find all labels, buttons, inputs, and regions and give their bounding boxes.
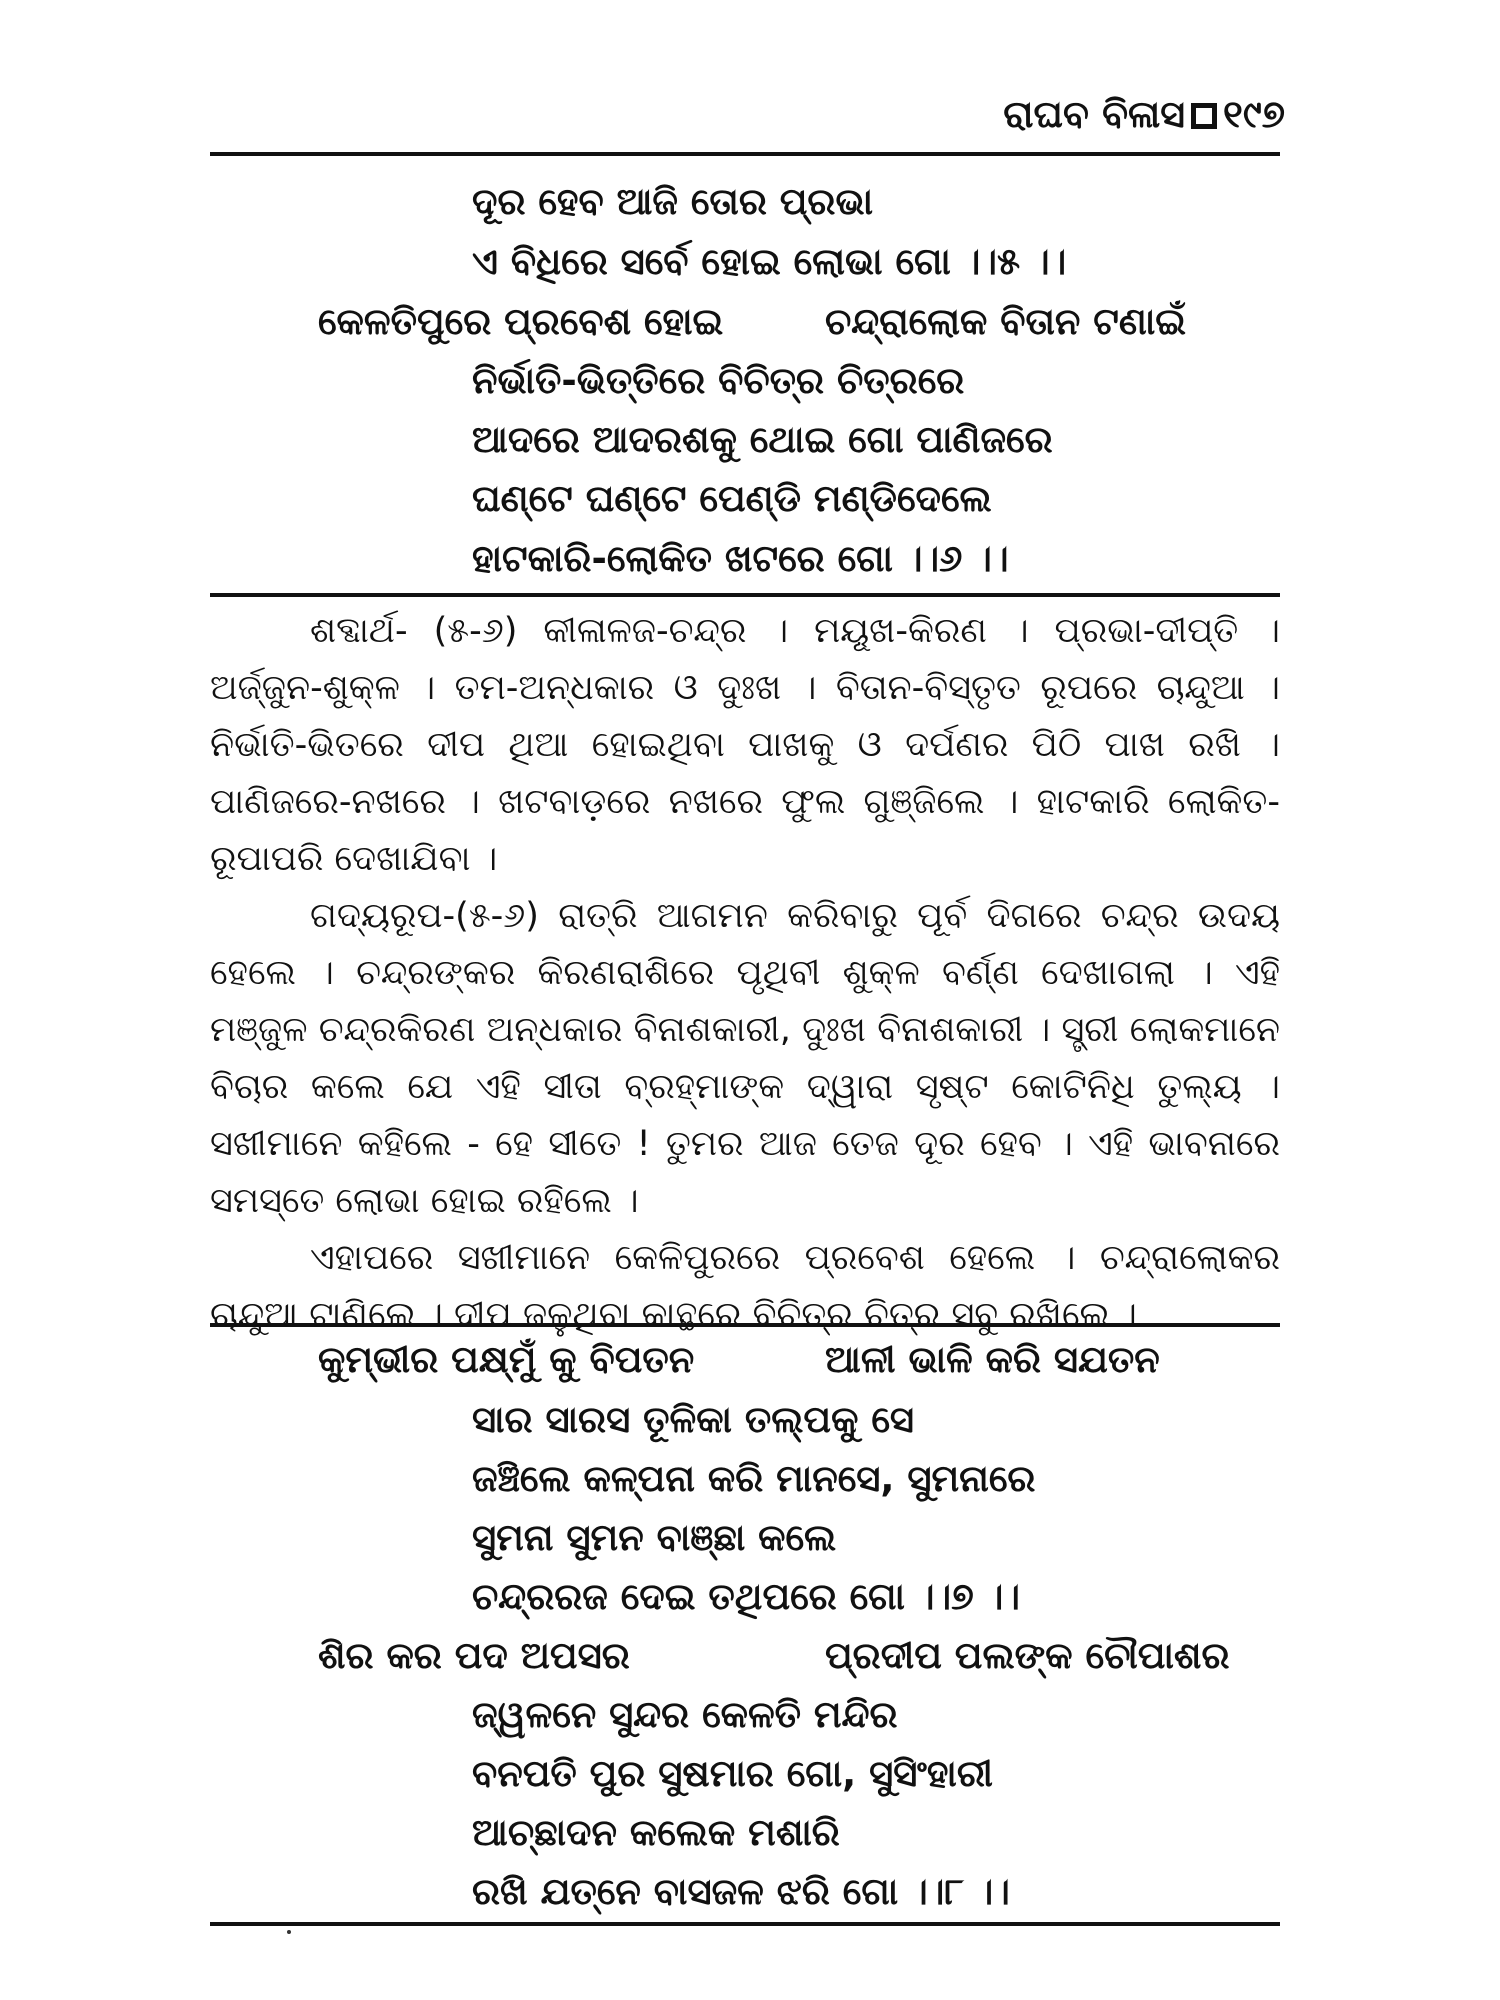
section-rule (210, 593, 1280, 597)
verse-line: ରଖି ଯତ୍ନେ ବାସଜଳ ଝରି ଗୋ ।।୮ ।। (472, 1870, 1010, 1913)
speck-mark (287, 1930, 291, 1934)
verse-line: ଶିର କର ପଦ ଅପସର (318, 1634, 630, 1677)
verse-line: ଚନ୍ଦ୍ରାଲୋକ ବିତାନ ଟଣାଇଁ (825, 300, 1187, 343)
prose-rendering-paragraph: ଗଦ୍ୟରୂପ-(୫-୬) ରାତ୍ରି ଆଗମନ କରିବାରୁ ପୂର୍ବ ଦିଗରେ ଚନ୍ଦ୍ର ଉଦୟ ହେଲେ । ଚନ୍ଦ୍ରଙ୍କର କିରଣରାଶିରେ ପୃଥିବୀ ଶୁକ୍ଳ ବର୍ଣ୍ଣ ଦେଖାଗଲା । ଏହି ମଞ୍ଜୁଳ ଚନ୍ଦ୍ରକିରଣ ଅନ୍ଧକାର ବିନାଶକାରୀ, ଦୁଃଖ ବିନାଶକାରୀ । ସ୍ତ୍ରୀ ଲୋକମାନେ ବିଚାର କଲେ ଯେ ଏହି ସୀତା ବ୍ରହ୍ମାଙ୍କ ଦ୍ୱାରା ସୃଷ୍ଟ କୋଟିନିଧି ତୁଲ୍ୟ । ସଖୀମାନେ କହିଲେ - ହେ ସୀତେ ! ତୁମର ଆଜ ତେଜ ଦୂର ହେବ । ଏହି ଭାବନାରେ ସମସ୍ତେ ଲୋଭା ହୋଇ ରହିଲେ । (210, 896, 1280, 1221)
commentary (210, 603, 1280, 1344)
section-rule (210, 1323, 1280, 1327)
verse-line: ପ୍ରଦୀପ ପଲଙ୍କ ଚୌପାଶର (825, 1634, 1230, 1677)
verse-line: ଆଦରେ ଆଦରଶକୁ ଥୋଇ ଗୋ ପାଣିଜରେ (472, 418, 1053, 461)
verse-line: ବନପତି ପୁର ସୁଷମାର ଗୋ, ସୁସିଂହାରୀ (472, 1752, 993, 1795)
verse-line: କେଳତିପୁରେ ପ୍ରବେଶ ହୋଇ (318, 300, 724, 343)
verse-line: ଚନ୍ଦ୍ରରଜ ଦେଇ ତଥିପରେ ଗୋ ।।୭ ।। (472, 1575, 1020, 1618)
verse-line: ଦୂର ହେବ ଆଜି ତୋର ପ୍ରଭା (472, 180, 874, 223)
verse-line: ଆଚ୍ଛାଦନ କଲେକ ମଶାରି (472, 1811, 840, 1854)
header-rule (210, 152, 1280, 156)
running-header (1003, 92, 1285, 137)
header-title: ରାଘବ ବିଳାସ (1003, 92, 1186, 136)
footer-rule (210, 1922, 1280, 1926)
verse-line: ଜଞ୍ଚିଲେ କଳ୍ପନା କରି ମାନସେ, ସୁମନାରେ (472, 1457, 1036, 1500)
verse-line: ଜ୍ୱଳନେ ସୁନ୍ଦର କେଳତି ମନ୍ଦିର (472, 1693, 898, 1736)
verse-line: ଏ ବିଧିରେ ସର୍ବେ ହୋଇ ଲୋଭା ଗୋ ।।୫ ।। (472, 240, 1067, 283)
continuation-paragraph: ଏହାପରେ ସଖୀମାନେ କେଳିପୁରରେ ପ୍ରବେଶ ହେଲେ । ଚନ୍ଦ୍ରାଲୋକର ଚାନ୍ଦୁଆ ଟାଣିଲେ । ଦୀପ ଜଳୁଥିବା କାନ୍ଥରେ ବିଚିତ୍ର ଚିତ୍ର ସବୁ ରଖିଲେ । (210, 1238, 1280, 1335)
verse-line: ଘଣ୍ଟେ ଘଣ୍ଟେ ପେଣ୍ଡି ମଣ୍ଡିଦେଲେ (472, 477, 992, 520)
verse-line: ସାର ସାରସ ତୂଳିକା ତଲ୍ପକୁ ସେ (472, 1398, 914, 1441)
square-separator-icon (1191, 103, 1217, 129)
verse-line: ନିର୍ଭାତି-ଭିତ୍ତିରେ ବିଚିତ୍ର ଚିତ୍ରରେ (472, 359, 965, 402)
verse-line: କୁମ୍ଭୀର ପକ୍ଷ୍ମୁଁ କୁ ବିପତନ (318, 1338, 695, 1381)
verse-line: ଆଳୀ ଭାଳି କରି ସଯତନ (825, 1338, 1160, 1381)
verse-line: ହାଟକାରି-ଲୋକିତ ଖଟରେ ଗୋ ।।୬ ।। (472, 537, 1009, 580)
verse-line: ସୁମନା ସୁମନ ବାଞ୍ଛା କଲେ (472, 1516, 837, 1559)
word-meaning-paragraph: ଶବ୍ଦାର୍ଥ- (୫-୬) କୀଳାଳଜ-ଚନ୍ଦ୍ର । ମୟୂଖ-କିରଣ । ପ୍ରଭା-ଦୀପ୍ତି । ଅର୍ଜ୍ଜୁନ-ଶୁକ୍ଳ । ତମ-ଅନ୍ଧକାର ଓ ଦୁଃଖ । ବିତାନ-ବିସ୍ତୃତ ରୂପରେ ଚାନ୍ଦୁଆ । ନିର୍ଭାତି-ଭିତରେ ଦୀପ ଥିଆ ହୋଇଥିବା ପାଖକୁ ଓ ଦର୍ପଣର ପିଠି ପାଖ ରଖି । ପାଣିଜରେ-ନଖରେ । ଖଟବାଡ଼ରେ ନଖରେ ଫୁଲ ଗୁଞ୍ଜିଲେ । ହାଟକାରି ଲୋକିତ-ରୂପାପରି ଦେଖାଯିବା । (210, 611, 1280, 879)
page-number: ୧୯୭ (1223, 92, 1285, 136)
